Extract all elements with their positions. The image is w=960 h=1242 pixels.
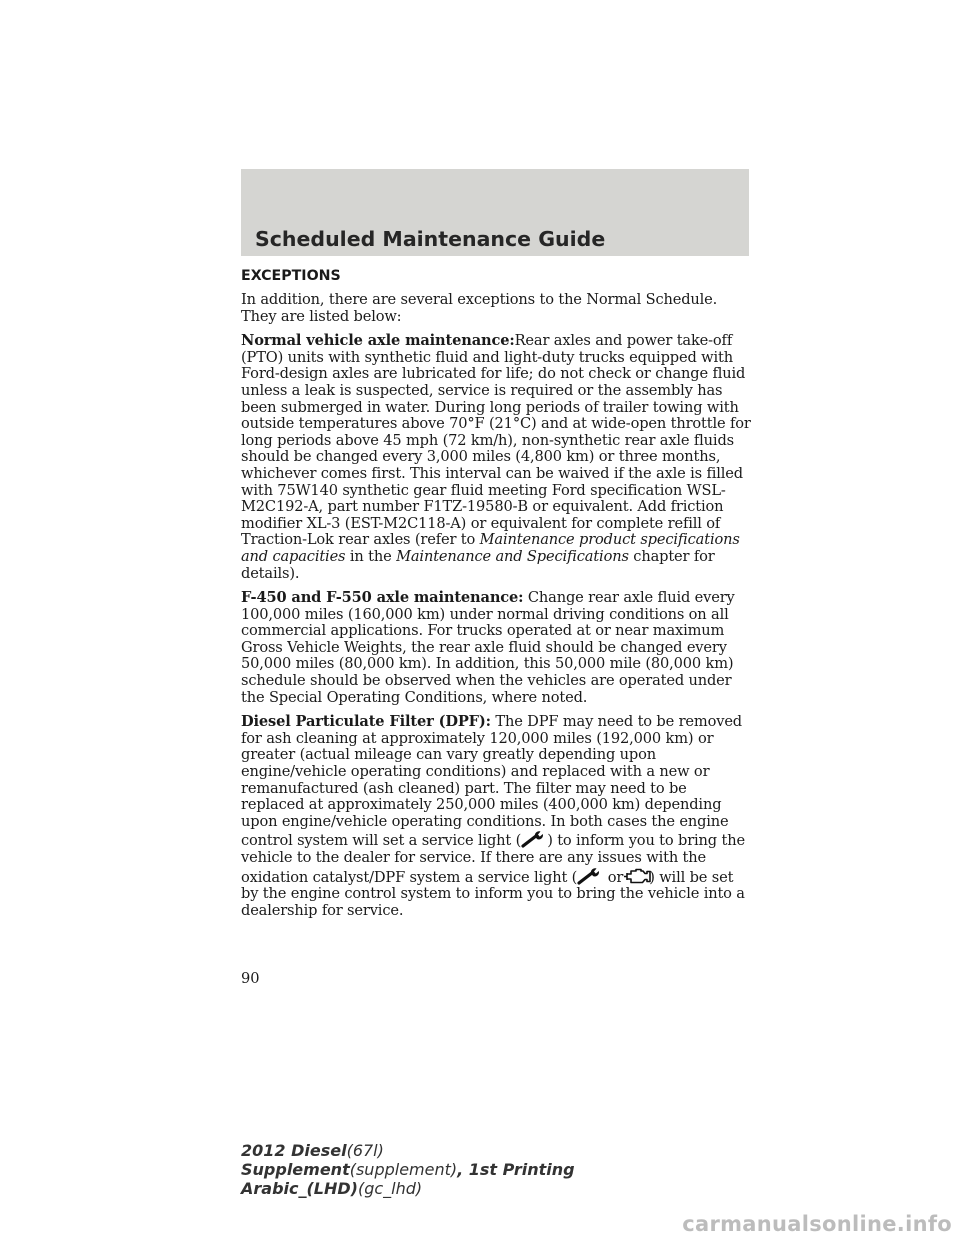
dpf-text-1: The DPF may need to be removed for ash cleaning at approximately 120,000 miles (192,000 km) or greater (actual mileage can vary greatly depending upon engine/vehicle operating conditions) and replaced with a new or remanufactured (ash cleaned) part. The filter may need to be replaced at approximately 250,000 miles (400,000 km) depending upon engine/vehicle operating conditions. In both cases the engine control system will set a service light ( bbox=[241, 713, 742, 850]
footer-model-code: (67l) bbox=[346, 1141, 384, 1160]
dpf-paragraph bbox=[241, 714, 753, 919]
normal-axle-text: Rear axles and power take-off (PTO) units with synthetic fluid and light-duty trucks equipped with Ford-design axles are lubricated for life; do not check or change fluid unless a leak is suspected, service is required or the assembly has been submerged in water. During long periods of trailer towing with outside temperatures above 70°F (21°C) and at wide-open throttle for long periods above 45 mph (72 km/h), non-synthetic rear axle fluids should be changed every 3,000 miles (4,800 km) or three months, whichever comes first. This interval can be waived if the axle is filled with 75W140 synthetic gear fluid meeting Ford specification WSL-M2C192-A, part number F1TZ-19580-B or equivalent. Add friction modifier XL-3 (EST-M2C118-A) or equivalent for complete refill of Traction-Lok rear axles (refer to bbox=[241, 332, 751, 549]
f450-axle-label: F-450 and F-550 axle maintenance: bbox=[241, 589, 524, 607]
intro-paragraph: In addition, there are several exceptions to the Normal Schedule. They are listed below: bbox=[241, 291, 718, 325]
normal-axle-text-3: chapter for details). bbox=[241, 547, 715, 582]
footer-model: 2012 Diesel bbox=[241, 1141, 347, 1160]
footer-line-3 bbox=[241, 1179, 575, 1198]
reference-link-capacities[interactable]: Maintenance product specifications and capacities bbox=[241, 531, 740, 565]
page-title: Scheduled Maintenance Guide bbox=[255, 227, 606, 251]
check-engine-icon bbox=[623, 867, 649, 885]
page-content bbox=[241, 268, 753, 927]
normal-axle-label: Normal vehicle axle maintenance: bbox=[241, 332, 515, 350]
footer-printing: , 1st Printing bbox=[457, 1160, 575, 1180]
normal-axle-paragraph bbox=[241, 333, 753, 582]
site-watermark: carmanualsonline.info bbox=[682, 1212, 952, 1236]
footer-doc-code: (supplement) bbox=[349, 1160, 458, 1180]
section-header-bar bbox=[241, 169, 749, 256]
f450-axle-text: Change rear axle fluid every 100,000 miles (160,000 km) under normal driving conditions on all commercial applications. For trucks operated at or near maximum Gross Vehicle Weights, the rear axle fluid should be changed every 50,000 miles (80,000 km). In addition, this 50,000 mile (80,000 km) schedule should be observed when the vehicles are operated under the Special Operating Conditions, where noted. bbox=[241, 589, 735, 706]
f450-axle-paragraph bbox=[241, 590, 753, 706]
section-heading: EXCEPTIONS bbox=[241, 268, 341, 284]
footer-doc-type: Supplement bbox=[241, 1160, 350, 1180]
footer-market: Arabic_(LHD) bbox=[241, 1179, 358, 1199]
reference-link-chapter[interactable]: Maintenance and Specifications bbox=[396, 547, 629, 565]
footer-market-code: (gc_lhd) bbox=[357, 1179, 423, 1199]
print-footer bbox=[241, 1141, 575, 1199]
footer-line-2 bbox=[241, 1160, 575, 1179]
dpf-text-3: or bbox=[607, 868, 624, 886]
normal-axle-text-2: in the bbox=[345, 547, 397, 565]
dpf-text-2: ) to inform you to bring the vehicle to the dealer for service. If there are any issues with the oxidation catalyst/DPF system a service light ( bbox=[241, 832, 745, 886]
footer-line-1 bbox=[241, 1141, 575, 1160]
dpf-text-4: ) will be set by the engine control system to inform you to bring the vehicle into a dealership for service. bbox=[241, 868, 745, 919]
wrench-icon bbox=[521, 830, 547, 848]
page-number: 90 bbox=[241, 970, 260, 987]
dpf-label: Diesel Particulate Filter (DPF): bbox=[241, 713, 491, 731]
wrench-icon bbox=[577, 867, 603, 885]
